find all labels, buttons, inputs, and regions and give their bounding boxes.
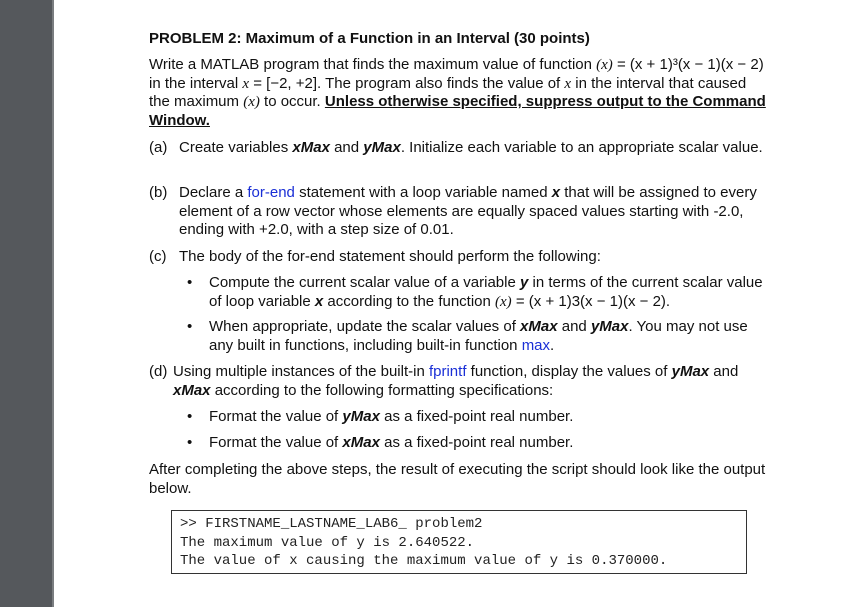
var-xmax: xMax <box>292 139 330 156</box>
intro-fx: (x) <box>596 57 613 73</box>
intro-fx: (x) <box>243 94 260 110</box>
bullet-d1 <box>187 408 769 427</box>
panel-divider <box>52 0 54 607</box>
item-d <box>149 363 769 400</box>
item-label: (a) <box>149 139 168 156</box>
bullet-c2 <box>187 318 769 355</box>
keyword-for-end: for-end <box>247 184 295 201</box>
console-line: The maximum value of y is 2.640522. <box>180 534 475 551</box>
bullet-c1 <box>187 274 769 311</box>
item-label: (c) <box>149 248 167 265</box>
bullet-icon: • <box>187 318 193 335</box>
intro-equation: = (x + 1)³(x − <box>612 56 704 73</box>
intro-interval: = [−2, +2]. The program also finds the value of <box>249 74 565 92</box>
keyword-fprintf: fprintf <box>428 363 467 380</box>
bullet-icon: • <box>187 274 193 291</box>
item-c <box>149 248 769 267</box>
keyword-max: max <box>521 336 551 354</box>
bullet-icon: • <box>187 408 193 425</box>
bullet-text: Format the value of xMax as a fixed-point real number. <box>209 434 574 451</box>
bullet-d2 <box>187 434 769 453</box>
item-text: Create variables xMax and yMax. Initialize each variable to an appropriate scalar value. <box>179 139 763 156</box>
item-text: The body of the for-end statement should perform the following: <box>179 248 601 265</box>
console-output <box>171 510 747 574</box>
bullet-text: When appropriate, update the scalar values of xMax and yMax. You may not use any built in functions, including built-in function max. <box>209 318 748 354</box>
intro-text: that caused the maximum <box>149 74 747 110</box>
bullet-text: Format the value of yMax as a fixed-point real number. <box>209 408 574 425</box>
after-text: After completing the above steps, the result of executing the script should look like the output below. <box>149 461 766 497</box>
left-panel <box>0 0 52 607</box>
bullet-icon: • <box>187 434 193 451</box>
intro-text: 1)(x − 2) in the interval <box>149 56 764 92</box>
intro-text: to occur. <box>259 93 325 110</box>
bullet-text: Compute the current scalar value of a variable y in terms of the current scalar value of loop variable x according to the function (x) = (x + 1)3(x − 1)(x − 2). <box>209 274 763 310</box>
item-text: Declare a for-end statement with a loop variable named x that will be assigned to every element of a row vector whose elements are equally spaced values starting with -2.0, ending with +2.0, with a step size of 0.01. <box>179 184 757 238</box>
var-x: x <box>551 184 561 201</box>
document-page <box>149 0 774 607</box>
item-b <box>149 184 769 240</box>
intro-text: Write a MATLAB program that finds the maximum value of function <box>149 56 597 73</box>
problem-intro <box>149 56 771 130</box>
item-a <box>149 139 769 158</box>
intro-x: x <box>242 75 250 92</box>
var-ymax: yMax <box>363 139 401 156</box>
console-line: The value of x causing the maximum value of y is 0.370000. <box>180 553 668 569</box>
item-label: (b) <box>149 184 168 201</box>
console-line: >> FIRSTNAME_LASTNAME_LAB6_ problem2 <box>180 516 483 532</box>
intro-x: x <box>564 75 572 92</box>
intro-emphasis: Unless otherwise specified, suppress output to the Command Window. <box>149 93 766 129</box>
item-text: Using multiple instances of the built-in fprintf function, display the values of yMax and xMax according to the following formatting specifications: <box>173 363 739 399</box>
intro-text: in the interval <box>571 74 665 92</box>
problem-title: PROBLEM 2: Maximum of a Function in an Interval (30 points) <box>149 30 590 47</box>
item-label: (d) <box>149 363 168 380</box>
